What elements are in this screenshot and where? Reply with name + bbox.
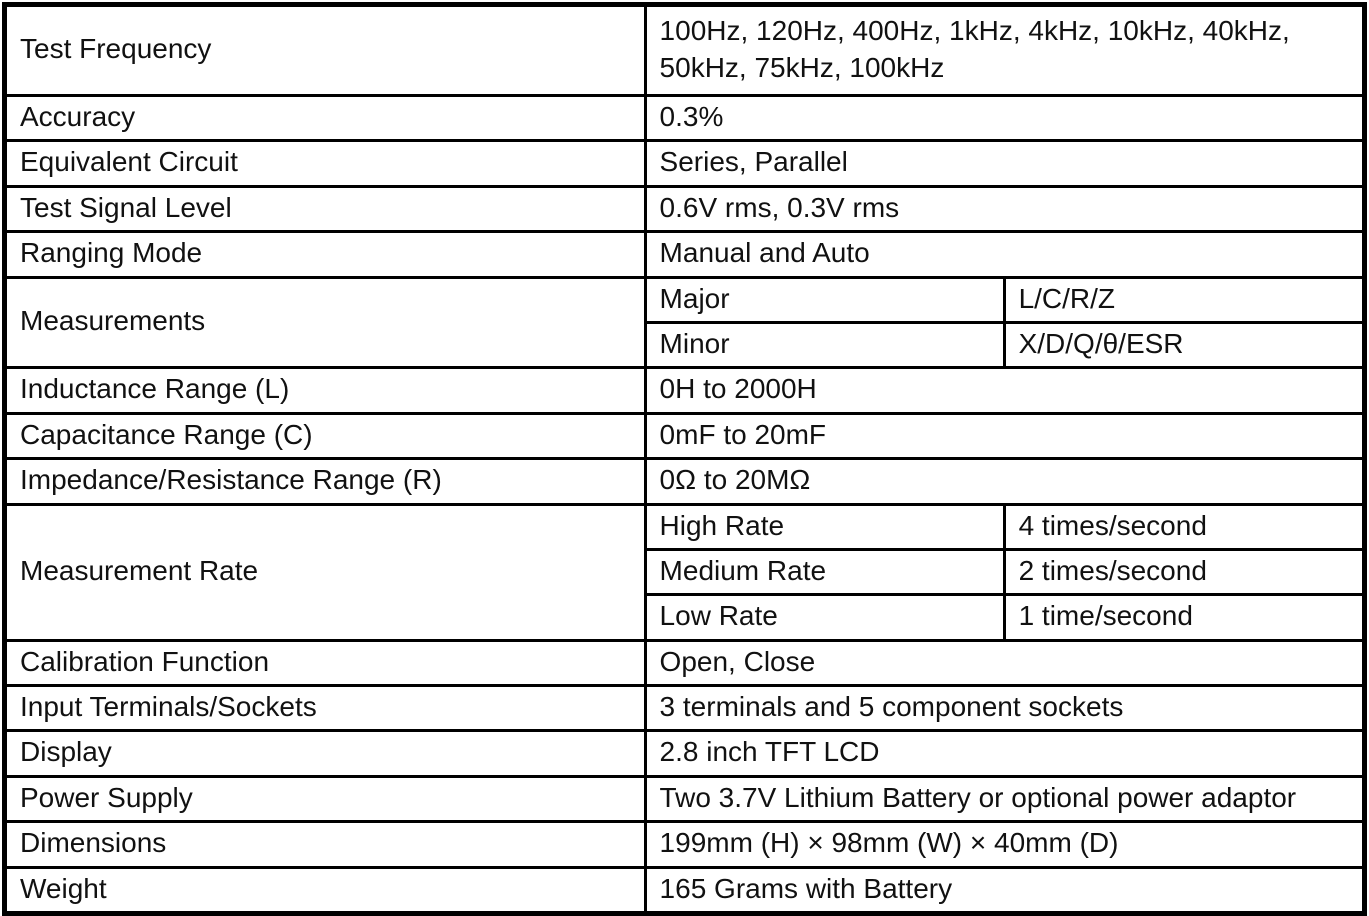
spec-value: 0.6V rms, 0.3V rms <box>645 186 1364 231</box>
spec-value: Series, Parallel <box>645 141 1364 186</box>
row-dimensions <box>5 822 1365 867</box>
row-equivalent-circuit <box>5 141 1365 186</box>
spec-sublabel: High Rate <box>645 504 1004 549</box>
spec-value: 199mm (H) × 98mm (W) × 40mm (D) <box>645 822 1364 867</box>
spec-subvalue: 1 time/second <box>1004 595 1364 640</box>
spec-label: Test Frequency <box>5 5 646 96</box>
spec-label: Dimensions <box>5 822 646 867</box>
spec-table <box>2 2 1367 916</box>
spec-label: Weight <box>5 867 646 913</box>
row-measurements-major <box>5 277 1365 322</box>
row-power-supply <box>5 776 1365 821</box>
row-test-frequency <box>5 5 1365 96</box>
spec-label: Test Signal Level <box>5 186 646 231</box>
spec-sublabel: Minor <box>645 322 1004 367</box>
row-measurement-rate-high <box>5 504 1365 549</box>
spec-subvalue: 4 times/second <box>1004 504 1364 549</box>
spec-label: Accuracy <box>5 96 646 141</box>
spec-value: 0.3% <box>645 96 1364 141</box>
spec-sublabel: Medium Rate <box>645 549 1004 594</box>
spec-label: Calibration Function <box>5 640 646 685</box>
spec-label: Inductance Range (L) <box>5 368 646 413</box>
spec-label: Input Terminals/Sockets <box>5 686 646 731</box>
row-ranging-mode <box>5 232 1365 277</box>
row-display <box>5 731 1365 776</box>
spec-value: Open, Close <box>645 640 1364 685</box>
spec-value: Manual and Auto <box>645 232 1364 277</box>
row-weight <box>5 867 1365 913</box>
row-capacitance-range <box>5 413 1365 458</box>
spec-sheet <box>2 2 1367 911</box>
spec-value: 0Ω to 20MΩ <box>645 459 1364 504</box>
row-impedance-resistance-range <box>5 459 1365 504</box>
spec-label: Measurements <box>5 277 646 368</box>
spec-subvalue: 2 times/second <box>1004 549 1364 594</box>
spec-label: Equivalent Circuit <box>5 141 646 186</box>
row-input-terminals-sockets <box>5 686 1365 731</box>
spec-label: Ranging Mode <box>5 232 646 277</box>
spec-label: Display <box>5 731 646 776</box>
spec-subvalue: X/D/Q/θ/ESR <box>1004 322 1364 367</box>
row-calibration-function <box>5 640 1365 685</box>
spec-value: 2.8 inch TFT LCD <box>645 731 1364 776</box>
spec-value: 0mF to 20mF <box>645 413 1364 458</box>
spec-value: 0H to 2000H <box>645 368 1364 413</box>
spec-label: Capacitance Range (C) <box>5 413 646 458</box>
row-test-signal-level <box>5 186 1365 231</box>
spec-value: 100Hz, 120Hz, 400Hz, 1kHz, 4kHz, 10kHz, 40kHz, 50kHz, 75kHz, 100kHz <box>645 5 1364 96</box>
spec-value: 3 terminals and 5 component sockets <box>645 686 1364 731</box>
spec-value: Two 3.7V Lithium Battery or optional power adaptor <box>645 776 1364 821</box>
spec-sublabel: Low Rate <box>645 595 1004 640</box>
spec-label: Impedance/Resistance Range (R) <box>5 459 646 504</box>
spec-sublabel: Major <box>645 277 1004 322</box>
spec-subvalue: L/C/R/Z <box>1004 277 1364 322</box>
spec-label: Measurement Rate <box>5 504 646 640</box>
row-accuracy <box>5 96 1365 141</box>
row-inductance-range <box>5 368 1365 413</box>
spec-value: 165 Grams with Battery <box>645 867 1364 913</box>
spec-label: Power Supply <box>5 776 646 821</box>
